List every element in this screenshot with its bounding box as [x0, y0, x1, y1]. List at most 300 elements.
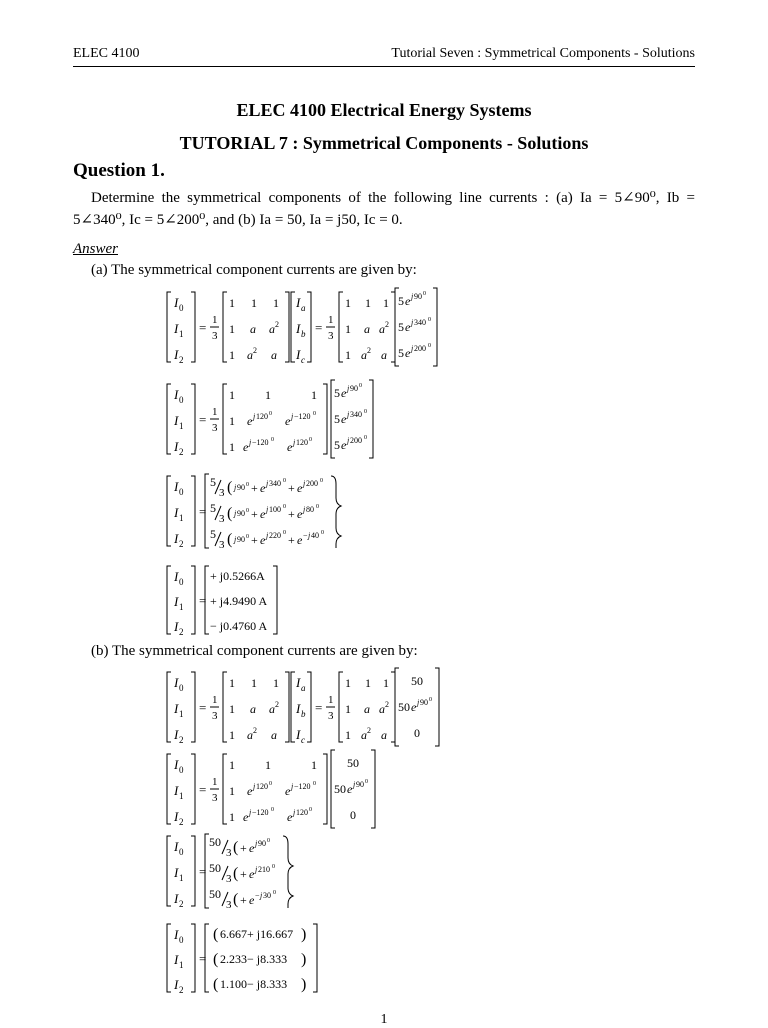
svg-text:1: 1 — [179, 960, 184, 970]
svg-text:2: 2 — [253, 346, 257, 355]
svg-text:I: I — [174, 413, 179, 428]
svg-text:0: 0 — [428, 317, 431, 323]
svg-text:2: 2 — [179, 985, 184, 995]
svg-text:0: 0 — [272, 864, 275, 870]
svg-text:30: 30 — [263, 891, 271, 900]
svg-text:I: I — [296, 727, 301, 742]
part-a-result-i1: + j4.9490 A — [210, 594, 268, 608]
svg-text:90: 90 — [420, 698, 428, 707]
svg-text:90: 90 — [414, 292, 422, 301]
svg-text:120: 120 — [256, 782, 268, 791]
svg-text:1: 1 — [229, 440, 235, 454]
svg-text:3: 3 — [212, 330, 218, 342]
svg-text:=: = — [199, 412, 207, 427]
svg-text:340: 340 — [269, 479, 281, 488]
svg-text:0: 0 — [309, 807, 312, 813]
svg-text:1: 1 — [328, 694, 334, 706]
svg-text:I: I — [174, 891, 179, 906]
document-subtitle: TUTORIAL 7 : Symmetrical Components - Solutions — [179, 133, 589, 153]
svg-text:j: j — [308, 531, 311, 540]
svg-text:e: e — [297, 507, 303, 521]
svg-text:a: a — [379, 322, 385, 336]
header-document-title: Tutorial Seven : Symmetrical Components - Solutions — [391, 46, 695, 61]
svg-text:a: a — [361, 348, 367, 362]
svg-text:1: 1 — [365, 296, 371, 310]
equation-a3 — [165, 470, 365, 552]
svg-text:3: 3 — [212, 422, 218, 434]
svg-text:j: j — [266, 479, 269, 488]
svg-text:e: e — [249, 893, 255, 907]
svg-text:0: 0 — [313, 411, 316, 417]
svg-text:1: 1 — [311, 388, 317, 402]
svg-text:5: 5 — [334, 386, 340, 400]
part-a-result-i0: + j0.5266A — [210, 569, 265, 583]
svg-text:1: 1 — [179, 329, 184, 339]
svg-text:a: a — [364, 322, 370, 336]
svg-text:j: j — [291, 412, 294, 421]
svg-text:e: e — [249, 841, 255, 855]
svg-text:0: 0 — [321, 530, 324, 536]
svg-text:1: 1 — [311, 758, 317, 772]
svg-text:200: 200 — [414, 344, 426, 353]
svg-text:2: 2 — [179, 539, 184, 549]
svg-text:5: 5 — [398, 346, 404, 360]
svg-text:=: = — [199, 782, 207, 797]
svg-text:210: 210 — [258, 865, 270, 874]
svg-text:0: 0 — [246, 534, 249, 540]
svg-text:0: 0 — [179, 765, 184, 775]
svg-text:a: a — [379, 702, 385, 716]
svg-text:0: 0 — [246, 482, 249, 488]
svg-text:j: j — [293, 808, 296, 817]
svg-text:a: a — [301, 683, 306, 693]
svg-text:0: 0 — [283, 478, 286, 484]
svg-text:I: I — [296, 675, 301, 690]
svg-text:(: ( — [233, 891, 239, 908]
svg-text:e: e — [405, 294, 411, 308]
svg-text:3: 3 — [219, 487, 225, 499]
svg-text:+: + — [240, 867, 247, 881]
svg-text:I: I — [174, 809, 179, 824]
svg-text:0: 0 — [179, 935, 184, 945]
svg-text:e: e — [260, 533, 266, 547]
svg-text:5: 5 — [210, 501, 216, 515]
svg-text:0: 0 — [365, 779, 368, 785]
svg-text:1: 1 — [179, 513, 184, 523]
svg-text:a: a — [301, 303, 306, 313]
svg-text:3: 3 — [219, 513, 225, 525]
svg-text:e: e — [411, 700, 417, 714]
svg-text:3: 3 — [219, 539, 225, 551]
svg-text:I: I — [174, 295, 179, 310]
svg-text:j: j — [234, 509, 237, 518]
svg-text:j: j — [291, 782, 294, 791]
svg-text:(: ( — [227, 505, 233, 522]
svg-text:−120: −120 — [294, 782, 311, 791]
svg-text:+: + — [288, 507, 295, 521]
svg-text:50: 50 — [347, 756, 359, 770]
svg-text:j: j — [411, 318, 414, 327]
svg-text:0: 0 — [269, 411, 272, 417]
svg-text:120: 120 — [256, 412, 268, 421]
svg-text:e: e — [285, 784, 291, 798]
svg-text:50: 50 — [411, 674, 423, 688]
svg-text:j: j — [249, 808, 252, 817]
svg-text:0: 0 — [313, 781, 316, 787]
svg-text:50: 50 — [209, 835, 221, 849]
svg-text:1: 1 — [265, 388, 271, 402]
svg-text:5: 5 — [398, 294, 404, 308]
svg-text:=: = — [199, 700, 207, 715]
svg-text:1: 1 — [179, 709, 184, 719]
svg-text:−: − — [255, 891, 260, 900]
svg-text:j: j — [266, 505, 269, 514]
svg-text:I: I — [174, 531, 179, 546]
svg-text:I: I — [174, 952, 179, 967]
equation-b4 — [165, 920, 335, 996]
svg-text:(: ( — [213, 926, 219, 943]
svg-text:I: I — [174, 619, 179, 634]
svg-text:I: I — [174, 839, 179, 854]
svg-text:=: = — [199, 593, 207, 608]
svg-text:2: 2 — [275, 320, 279, 329]
svg-text:(: ( — [233, 865, 239, 882]
svg-text:−: − — [303, 531, 308, 540]
svg-text:0: 0 — [179, 577, 184, 587]
svg-text:1: 1 — [179, 873, 184, 883]
svg-text:j: j — [347, 410, 350, 419]
svg-text:a: a — [271, 348, 277, 362]
svg-text:I: I — [174, 387, 179, 402]
svg-text:2: 2 — [367, 346, 371, 355]
svg-text:3: 3 — [328, 330, 334, 342]
svg-text:I: I — [174, 927, 179, 942]
svg-text:a: a — [271, 728, 277, 742]
svg-text:3: 3 — [328, 710, 334, 722]
equation-b3 — [165, 830, 305, 912]
svg-text:1: 1 — [383, 676, 389, 690]
svg-text:j: j — [347, 436, 350, 445]
svg-text:e: e — [249, 867, 255, 881]
svg-text:1: 1 — [229, 728, 235, 742]
svg-text:50: 50 — [209, 861, 221, 875]
svg-text:90: 90 — [237, 535, 245, 544]
svg-text:I: I — [296, 701, 301, 716]
svg-text:2: 2 — [179, 817, 184, 827]
svg-text:j: j — [253, 412, 256, 421]
svg-text:0: 0 — [359, 383, 362, 389]
question-heading: Question 1. — [73, 160, 165, 181]
svg-text:j: j — [266, 531, 269, 540]
svg-text:5: 5 — [398, 320, 404, 334]
svg-text:1: 1 — [229, 676, 235, 690]
svg-text:1: 1 — [179, 602, 184, 612]
svg-text:): ) — [301, 951, 307, 968]
svg-text:a: a — [364, 702, 370, 716]
svg-text:0: 0 — [414, 726, 420, 740]
svg-text:1: 1 — [365, 676, 371, 690]
svg-text:0: 0 — [179, 683, 184, 693]
svg-text:1: 1 — [273, 676, 279, 690]
svg-text:e: e — [260, 481, 266, 495]
equation-b2 — [165, 748, 385, 830]
svg-text:a: a — [247, 728, 253, 742]
svg-text:−120: −120 — [252, 808, 269, 817]
svg-text:j: j — [347, 384, 350, 393]
svg-text:1: 1 — [179, 421, 184, 431]
svg-text:0: 0 — [423, 291, 426, 297]
svg-text:−120: −120 — [252, 438, 269, 447]
svg-text:2: 2 — [385, 700, 389, 709]
svg-text:0: 0 — [269, 781, 272, 787]
svg-text:1: 1 — [345, 348, 351, 362]
svg-text:+: + — [288, 533, 295, 547]
svg-text:0: 0 — [429, 697, 432, 703]
problem-statement: Determine the symmetrical components of the following line currents : (a) Ia = 5∠90⁰, Ib = 5∠340⁰, Ic = 5∠200⁰, and (b) Ia = 50, Ia = j50, Ic = 0. — [73, 190, 695, 228]
svg-text:e: e — [341, 386, 347, 400]
svg-text:90: 90 — [258, 839, 266, 848]
svg-text:0: 0 — [246, 508, 249, 514]
svg-text:I: I — [174, 865, 179, 880]
svg-text:I: I — [174, 701, 179, 716]
svg-text:1: 1 — [229, 296, 235, 310]
svg-text:0: 0 — [428, 343, 431, 349]
svg-text:I: I — [174, 505, 179, 520]
svg-text:200: 200 — [306, 479, 318, 488]
svg-text:=: = — [315, 700, 323, 715]
svg-text:(: ( — [213, 951, 219, 968]
svg-text:a: a — [250, 322, 256, 336]
svg-text:2: 2 — [179, 899, 184, 909]
svg-text:0: 0 — [179, 303, 184, 313]
svg-text:0: 0 — [267, 838, 270, 844]
svg-text:1: 1 — [212, 694, 218, 706]
svg-text:b: b — [301, 709, 306, 719]
svg-text:I: I — [174, 757, 179, 772]
svg-text:b: b — [301, 329, 306, 339]
svg-text:j: j — [303, 479, 306, 488]
svg-text:5: 5 — [210, 527, 216, 541]
svg-text:I: I — [174, 727, 179, 742]
svg-text:c: c — [301, 735, 305, 745]
svg-text:120: 120 — [296, 438, 308, 447]
svg-text:50: 50 — [334, 782, 346, 796]
svg-text:50: 50 — [398, 700, 410, 714]
svg-text:3: 3 — [212, 792, 218, 804]
svg-text:220: 220 — [269, 531, 281, 540]
svg-text:(: ( — [233, 839, 239, 856]
svg-text:0: 0 — [350, 808, 356, 822]
svg-text:2: 2 — [179, 447, 184, 457]
part-b-intro: (b) The symmetrical component currents are given by: — [91, 643, 418, 659]
svg-text:=: = — [199, 951, 207, 966]
svg-text:3: 3 — [226, 873, 232, 885]
svg-text:5: 5 — [334, 438, 340, 452]
svg-text:1: 1 — [229, 322, 235, 336]
part-a-result-i2: − j0.4760 A — [210, 619, 268, 633]
svg-text:90: 90 — [237, 483, 245, 492]
svg-text:1: 1 — [212, 314, 218, 326]
part-b-result-i2: 1.100− j8.333 — [220, 977, 288, 991]
svg-text:1: 1 — [212, 776, 218, 788]
svg-text:I: I — [296, 347, 301, 362]
part-b-result-i0: 6.667+ j16.667 — [220, 927, 294, 941]
svg-text:I: I — [174, 977, 179, 992]
svg-text:100: 100 — [269, 505, 281, 514]
svg-text:1: 1 — [229, 414, 235, 428]
svg-text:j: j — [255, 865, 258, 874]
header-rule — [73, 66, 695, 67]
svg-text:3: 3 — [212, 710, 218, 722]
equation-a4 — [165, 562, 295, 638]
svg-text:340: 340 — [350, 410, 362, 419]
svg-text:a: a — [381, 728, 387, 742]
svg-text:+: + — [251, 533, 258, 547]
svg-text:e: e — [285, 414, 291, 428]
svg-text:=: = — [315, 320, 323, 335]
svg-text:=: = — [199, 320, 207, 335]
svg-text:0: 0 — [316, 504, 319, 510]
svg-text:I: I — [174, 594, 179, 609]
svg-text:1: 1 — [229, 758, 235, 772]
svg-text:0: 0 — [271, 437, 274, 443]
svg-text:1: 1 — [345, 676, 351, 690]
svg-text:0: 0 — [179, 487, 184, 497]
svg-text:1: 1 — [345, 322, 351, 336]
svg-text:I: I — [174, 783, 179, 798]
svg-text:200: 200 — [350, 436, 362, 445]
equation-a1 — [165, 286, 455, 368]
svg-text:a: a — [361, 728, 367, 742]
svg-text:e: e — [297, 481, 303, 495]
svg-text:340: 340 — [414, 318, 426, 327]
svg-text:90: 90 — [237, 509, 245, 518]
svg-text:0: 0 — [364, 435, 367, 441]
svg-text:j: j — [303, 505, 306, 514]
svg-text:0: 0 — [309, 437, 312, 443]
svg-text:2: 2 — [275, 700, 279, 709]
svg-text:0: 0 — [273, 890, 276, 896]
svg-text:3: 3 — [226, 847, 232, 859]
svg-text:e: e — [260, 507, 266, 521]
svg-text:1: 1 — [229, 702, 235, 716]
svg-text:I: I — [296, 321, 301, 336]
svg-text:a: a — [269, 322, 275, 336]
svg-text:90: 90 — [356, 780, 364, 789]
svg-text:c: c — [301, 355, 305, 365]
svg-text:2: 2 — [179, 355, 184, 365]
svg-text:I: I — [174, 569, 179, 584]
svg-text:e: e — [247, 784, 253, 798]
equation-b1 — [165, 666, 455, 748]
svg-text:1: 1 — [345, 702, 351, 716]
svg-text:I: I — [174, 479, 179, 494]
svg-text:1: 1 — [179, 791, 184, 801]
svg-text:1: 1 — [265, 758, 271, 772]
svg-text:1: 1 — [229, 810, 235, 824]
svg-text:5: 5 — [334, 412, 340, 426]
svg-text:e: e — [341, 438, 347, 452]
svg-text:(: ( — [227, 479, 233, 496]
svg-text:e: e — [287, 440, 293, 454]
svg-text:5: 5 — [210, 475, 216, 489]
svg-text:I: I — [296, 295, 301, 310]
svg-text:a: a — [250, 702, 256, 716]
svg-text:2: 2 — [253, 726, 257, 735]
svg-text:(: ( — [227, 531, 233, 548]
svg-text:j: j — [411, 344, 414, 353]
svg-text:1: 1 — [345, 296, 351, 310]
svg-text:j: j — [253, 782, 256, 791]
svg-text:0: 0 — [320, 478, 323, 484]
svg-text:0: 0 — [283, 530, 286, 536]
svg-text:0: 0 — [179, 395, 184, 405]
svg-text:a: a — [247, 348, 253, 362]
svg-text:0: 0 — [283, 504, 286, 510]
svg-text:1: 1 — [328, 314, 334, 326]
svg-text:I: I — [174, 675, 179, 690]
svg-text:1: 1 — [345, 728, 351, 742]
svg-text:+: + — [240, 893, 247, 907]
svg-text:e: e — [243, 440, 249, 454]
svg-text:e: e — [347, 782, 353, 796]
svg-text:e: e — [405, 346, 411, 360]
svg-text:2: 2 — [385, 320, 389, 329]
svg-text:e: e — [297, 533, 303, 547]
svg-text:j: j — [234, 535, 237, 544]
svg-text:3: 3 — [226, 899, 232, 911]
svg-text:I: I — [174, 439, 179, 454]
svg-text:1: 1 — [251, 296, 257, 310]
svg-text:1: 1 — [229, 784, 235, 798]
svg-text:e: e — [287, 810, 293, 824]
svg-text:j: j — [260, 891, 263, 900]
svg-text:I: I — [174, 347, 179, 362]
svg-text:2: 2 — [179, 735, 184, 745]
svg-text:1: 1 — [273, 296, 279, 310]
svg-text:80: 80 — [306, 505, 314, 514]
svg-text:j: j — [353, 780, 356, 789]
svg-text:e: e — [341, 412, 347, 426]
svg-text:120: 120 — [296, 808, 308, 817]
svg-text:j: j — [249, 438, 252, 447]
svg-text:=: = — [199, 864, 207, 879]
svg-text:I: I — [174, 321, 179, 336]
svg-text:0: 0 — [179, 847, 184, 857]
svg-text:2: 2 — [179, 627, 184, 637]
svg-text:j: j — [417, 698, 420, 707]
svg-text:j: j — [255, 839, 258, 848]
svg-text:+: + — [288, 481, 295, 495]
svg-text:+: + — [251, 507, 258, 521]
svg-text:j: j — [234, 483, 237, 492]
svg-text:1: 1 — [251, 676, 257, 690]
svg-text:e: e — [405, 320, 411, 334]
answer-label: Answer — [73, 241, 118, 257]
svg-text:j: j — [411, 292, 414, 301]
svg-text:1: 1 — [229, 348, 235, 362]
svg-text:): ) — [301, 926, 307, 943]
svg-text:1: 1 — [383, 296, 389, 310]
svg-text:90: 90 — [350, 384, 358, 393]
svg-text:e: e — [243, 810, 249, 824]
page-number: 1 — [380, 1012, 388, 1027]
svg-text:1: 1 — [229, 388, 235, 402]
equation-a2 — [165, 378, 385, 460]
svg-text:50: 50 — [209, 887, 221, 901]
part-b-result-i1: 2.233− j8.333 — [220, 952, 288, 966]
svg-text:a: a — [381, 348, 387, 362]
